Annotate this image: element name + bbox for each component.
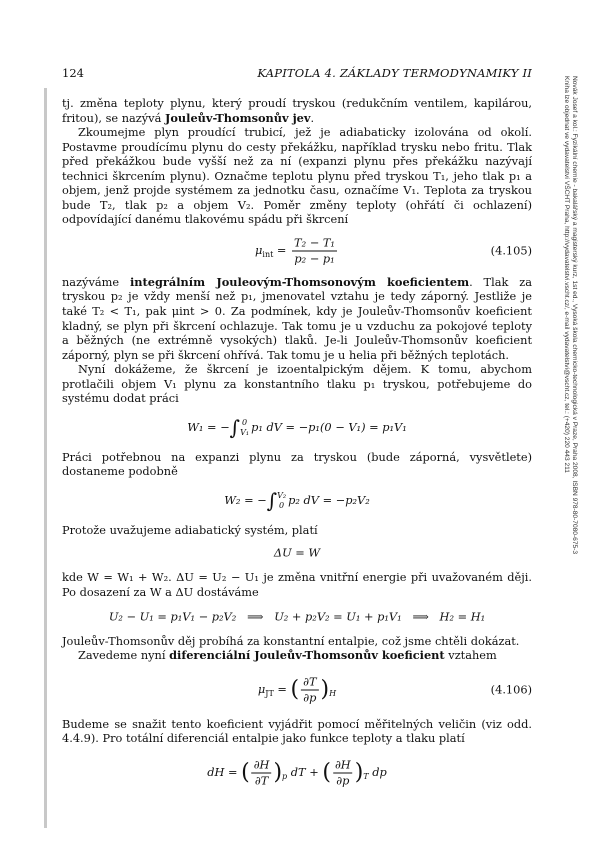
paragraph-8: Jouleův-Thomsonův děj probíhá za konstantní entalpie, což jsme chtěli dokázat. [62, 633, 520, 648]
equation-number: (4.106) [490, 682, 532, 697]
equation-number: (4.105) [490, 243, 532, 258]
equation-4-105 [62, 234, 532, 268]
paragraph-5: Práci potřebnou na expanzi plynu za tryskou (bude záporná, vysvětlete) dostaneme podobně [62, 449, 532, 479]
equation-du [62, 546, 532, 560]
term-differential-jt-coefficient: diferenciální Jouleův-Thomsonův koeficient [169, 648, 445, 663]
lower-limit: 0 [279, 500, 285, 510]
equation-w1-formula [187, 415, 407, 440]
paragraph-1-text: tj. změna teploty plynu, který proudí tryskou (redukčním ventilem, kapilárou, fritou), se nazývá [62, 96, 532, 125]
equation-w2-formula [224, 488, 370, 513]
right-paren: ) [320, 676, 330, 702]
mu-jt-fraction [301, 675, 318, 704]
dh-term2-constant: T [363, 771, 369, 781]
w2-integrand: p₂ dV = −p₂V₂ [288, 492, 370, 507]
dh-term1-fraction [252, 758, 272, 787]
mu-jt-numerator: ∂T [303, 674, 317, 689]
mu-int-numerator: T₂ − T₁ [294, 235, 335, 250]
mu-jt-constant: H [329, 688, 337, 698]
paragraph-9 [62, 648, 532, 663]
dh-lhs: dH = [207, 764, 238, 779]
paragraph-10: Budeme se snažit tento koeficient vyjádřit pomocí měřitelných veličin (viz odd. 4.4.9). Pro totální diferenciál entalpie jako funkce teploty a tlaku platí [62, 716, 532, 746]
chapter-title: KAPITOLA 4. ZÁKLADY TERMODYNAMIKY II [257, 66, 532, 80]
left-paren: ( [241, 759, 250, 785]
equation-du-formula: ΔU = W [273, 546, 321, 561]
left-paren: ( [322, 759, 331, 785]
mu-symbol: μ [255, 242, 263, 257]
left-paren: ( [290, 676, 300, 702]
equation-chain-formula: U₂ − U₁ = p₁V₁ − p₂V₂ ⟹ U₂ + p₂V₂ = U₁ + p₁V₁ ⟹ H₂ = H₁ [108, 609, 486, 624]
side-note-line-1: Novák Josef a kol.: Fyzikální chemie - bakalářský a magisterský kurz, 1st ed., Vysoká škola chemicko-technologická v Praze, Praha 2008, ISBN 978-80-7080-675-3 [571, 76, 578, 555]
equation-4-105-formula: $\mu_{int}$ = $\frac{\text{T₂ − T₁}}{\text{p₂ − p₁}}$ [255, 235, 335, 266]
dh-term2-numerator: ∂H [334, 757, 351, 772]
margin-bar [44, 88, 47, 828]
mu-jt-denominator: ∂p [303, 690, 317, 705]
w1-integrand: p₁ dV = −p₁(0 − V₁) = p₁V₁ [251, 419, 407, 434]
upper-limit: V₂ [277, 490, 287, 500]
page-body [62, 96, 532, 800]
dh-term1-denominator: ∂T [254, 773, 269, 788]
w2-lhs: W₂ = − [224, 492, 267, 507]
equation-4-106 [62, 670, 532, 710]
equation-chain [62, 610, 532, 624]
paragraph-1 [62, 96, 532, 125]
dh-term1-constant: p [282, 771, 288, 781]
paragraph-4: Nyní dokážeme, že škrcení je izoentalpickým dějem. K tomu, abychom protlačili objem V₁ plynu za konstantního tlaku p₁ tryskou, potřebujeme do systému dodat práci [62, 362, 532, 406]
equation-dh [62, 753, 532, 793]
right-paren: ) [273, 759, 283, 785]
right-paren: ) [354, 759, 364, 785]
integral-sign: ∫ [229, 415, 241, 440]
dh-term2-tail: dp [372, 764, 387, 779]
mu-int-fraction [292, 236, 337, 265]
integral-limits [277, 491, 286, 511]
lower-limit: V₁ [240, 427, 250, 437]
side-note [563, 76, 590, 596]
paragraph-3 [62, 275, 532, 362]
paragraph-7: kde W = W₁ + W₂. ΔU = U₂ − U₁ je změna vnitřní energie při uvažovaném ději. Po dosazení za W a ΔU dostáváme [62, 570, 532, 600]
side-note-line-2: Kniha lze objednat ve vydavatelství VŠCHT Praha, http://vydavatelstvi.vscht.cz/, e-mail vydavatelstvi@vscht.cz, tel.: (+420) 220 443 211 [563, 76, 570, 473]
paragraph-9-end: vztahem [444, 648, 497, 663]
paragraph-2: Zkoumejme plyn proudící trubicí, jež je adiabaticky izolována od okolí. Postavme proudícímu plynu do cesty překážku, například trysku nebo fritu. Tlak před překážkou bude vyšší než za ní (expanzi plynu přes překážku nazývají technici škrcením plynu). Označme teplotu plynu před tryskou T₁, jeho tlak p₁ a objem, jenž projde systémem za jednotku času, označíme V₁. Teplota za tryskou bude T₂, tlak p₂ a objem V₂. Poměr změny teploty (ohřátí či ochlazení) odpovídající danému tlakovému spádu při škrcení [62, 125, 532, 227]
term-integral-jt-coefficient: integrálním Jouleovým-Thomsonovým koeficientem [129, 274, 470, 289]
equation-4-106-formula: $\mu_{JT}$ = ( $\frac{\partial T}{\partial p}$ )$_H$ [257, 674, 337, 705]
dh-term2-fraction [333, 758, 353, 787]
mu-jt-subscript: JT [265, 688, 274, 698]
mu-int-denominator: p₂ − p₁ [294, 251, 335, 266]
paragraph-1-end: . [310, 110, 315, 125]
equation-dh-formula [207, 758, 387, 787]
integral-sign: ∫ [266, 488, 278, 513]
equation-w1 [62, 413, 532, 443]
running-header [62, 66, 532, 80]
dh-term2-denominator: ∂p [336, 773, 350, 788]
equation-w2 [62, 486, 532, 516]
mu-symbol: μ [257, 681, 266, 696]
paragraph-3-text: . Tlak za tryskou p₂ je vždy menší než p₁, jmenovatel vztahu je tedy záporný. Jestliže je také T₂ < T₁, pak μint > 0. Za podmínek, kdy je Jouleův-Thomsonův koeficient kladný, se plyn při škrcení ochlazuje. Tak tomu je u vzduchu za pokojové teploty a běžných (ne extrémně vysokých) tlaků. Je-li Jouleův-Thomsonův koeficient záporný, plyn se při škrcení ohřívá. Tak tomu je u helia při běžných teplotách. [62, 274, 532, 362]
term-joule-thomson-effect: Jouleův-Thomsonův jev [164, 110, 311, 125]
dh-term1-numerator: ∂H [253, 757, 270, 772]
dh-term1-tail: dT + [290, 764, 319, 779]
paragraph-6: Protože uvažujeme adiabatický systém, platí [62, 522, 318, 537]
integral-limits [240, 418, 249, 438]
upper-limit: 0 [242, 417, 248, 427]
mu-int-subscript: int [262, 249, 274, 259]
w1-lhs: W₁ = − [187, 419, 230, 434]
paragraph-9-start: Zavedeme nyní [78, 648, 170, 663]
paragraph-3-start: nazýváme [62, 274, 130, 289]
page-number: 124 [62, 66, 84, 80]
